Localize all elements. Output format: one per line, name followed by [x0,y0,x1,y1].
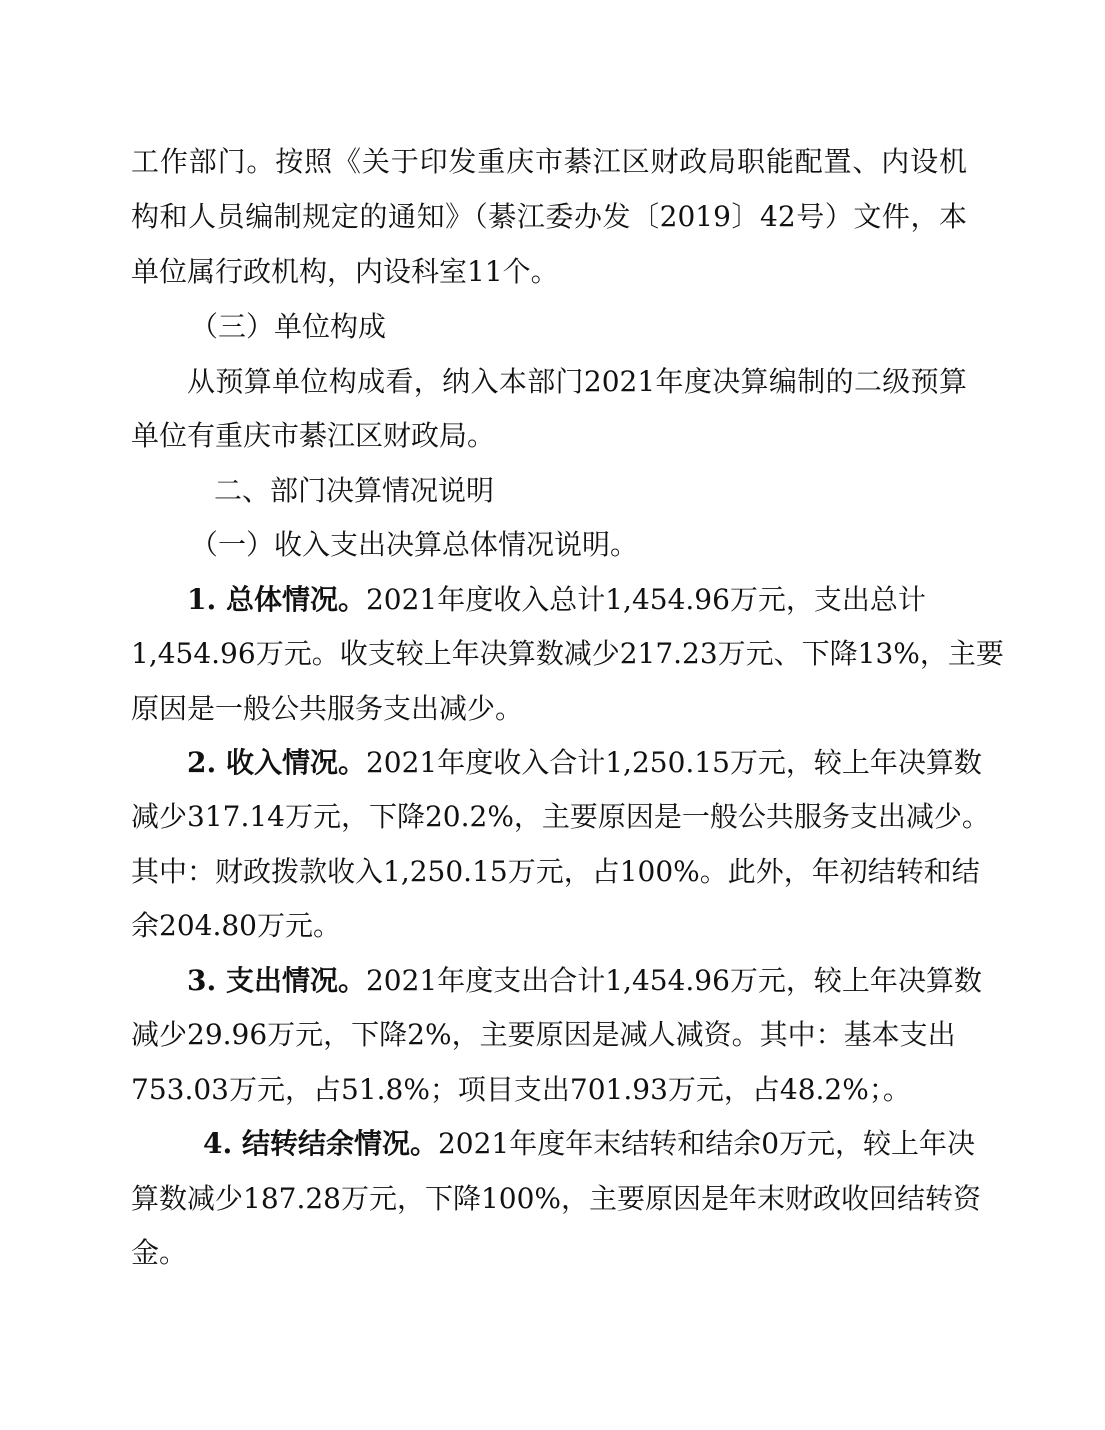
paragraph-line: 工作部门。按照《关于印发重庆市綦江区财政局职能配置、内设机 [131,145,967,178]
section-heading-unit-composition: （三）单位构成 [190,310,387,343]
paragraph-line: 算数减少187.28万元，下降100%，主要原因是年末财政收回结转资 [131,1182,982,1215]
item-income-text: 2021年度收入合计1,250.15万元，较上年决算数 [365,746,982,779]
paragraph-line: 减少317.14万元，下降20.2%，主要原因是一般公共服务支出减少。 [131,800,990,833]
paragraph-line: 其中：财政拨款收入1,250.15万元，占100%。此外，年初结转和结 [131,855,980,888]
item-carryover-text: 2021年度年末结转和结余0万元，较上年决 [437,1127,976,1160]
item-expense-line [187,961,982,1001]
subsection-heading-income-expense: （一）收入支出决算总体情况说明。 [190,528,639,561]
item-expense-lead: 3. 支出情况。 [187,964,366,997]
item-overall-text: 2021年度收入总计1,454.96万元，支出总计 [365,583,926,616]
paragraph-line: 753.03万元，占51.8%；项目支出701.93万元，占48.2%；。 [131,1073,911,1106]
paragraph-line: 金。 [131,1236,188,1269]
paragraph-line: 从预算单位构成看，纳入本部门2021年度决算编制的二级预算 [187,365,967,398]
paragraph-line: 单位有重庆市綦江区财政局。 [131,419,496,452]
paragraph-line: 单位属行政机构，内设科室11个。 [131,255,559,288]
paragraph-line: 原因是一般公共服务支出减少。 [131,692,524,725]
item-overall-line [187,580,926,620]
item-carryover-lead: 4. 结转结余情况。 [203,1127,438,1160]
item-expense-text: 2021年度支出合计1,454.96万元，较上年决算数 [365,964,982,997]
item-income-line [187,743,982,783]
item-overall-lead: 1. 总体情况。 [187,583,366,616]
item-income-lead: 2. 收入情况。 [187,746,366,779]
section-heading-department-accounts: 二、部门决算情况说明 [214,474,495,507]
paragraph-line: 构和人员编制规定的通知》（綦江委办发〔2019〕42号）文件，本 [131,200,967,233]
paragraph-line: 余204.80万元。 [131,909,341,942]
paragraph-line: 减少29.96万元，下降2%，主要原因是减人减资。其中：基本支出 [131,1018,956,1051]
item-carryover-line [203,1124,975,1164]
paragraph-line: 1,454.96万元。收支较上年决算数减少217.23万元、下降13%，主要 [131,637,1004,670]
